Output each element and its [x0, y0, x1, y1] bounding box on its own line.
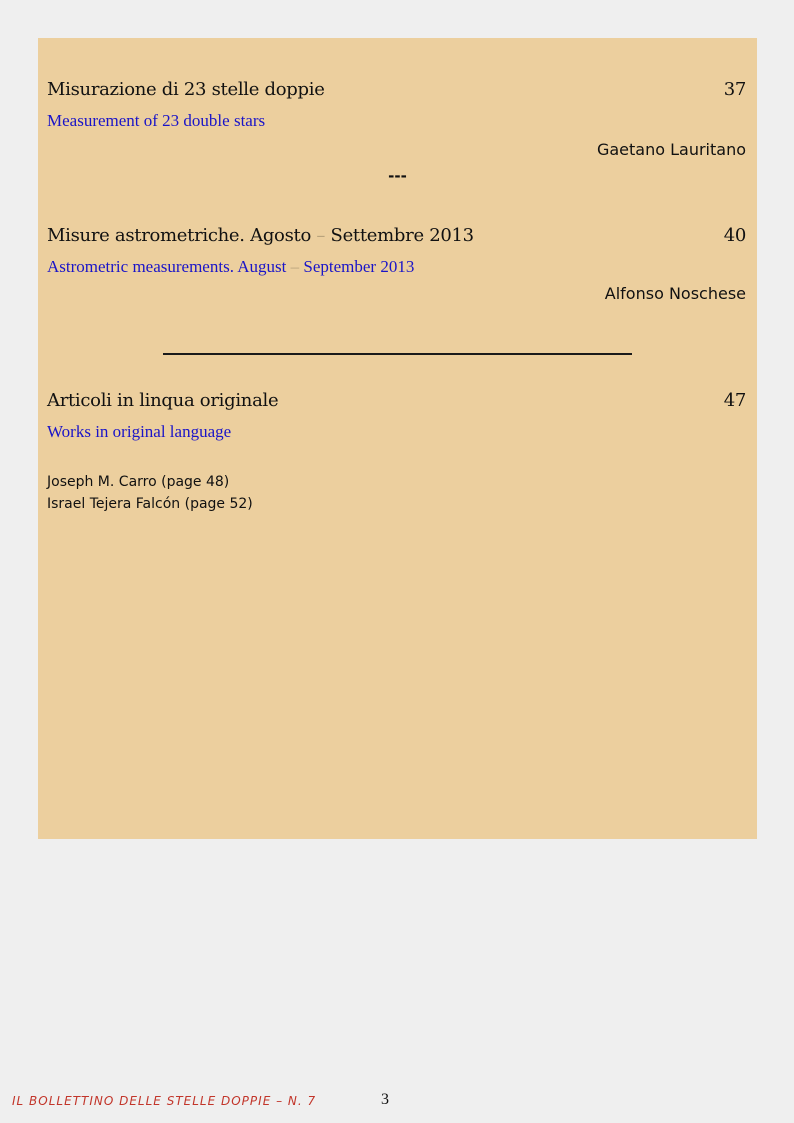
entry-title [47, 225, 474, 246]
entry-subtitle-dash: – [290, 257, 300, 276]
entry-title: Misurazione di 23 stelle doppie [47, 79, 325, 100]
entry-title-part: Settembre 2013 [325, 225, 474, 246]
original-work-item: Israel Tejera Falcón (page 52) [47, 496, 253, 512]
entry-subtitle: Works in original language [47, 422, 232, 441]
original-work-item: Joseph M. Carro (page 48) [47, 474, 230, 490]
entry-subtitle-part: Astrometric measurements. August [47, 257, 291, 276]
entry-title: Articoli in linqua originale [47, 390, 279, 411]
entry-title-part: Misure astrometriche. Agosto [47, 225, 317, 246]
contents-panel [38, 38, 757, 839]
entry-subtitle: Measurement of 23 double stars [47, 111, 266, 130]
footer-page-number: 3 [381, 1091, 389, 1108]
footer-publication-title: IL BOLLETTINO DELLE STELLE DOPPIE – N. 7 [12, 1094, 317, 1108]
entry-page-number: 47 [723, 390, 746, 411]
section-divider [163, 353, 632, 355]
entry-subtitle [47, 257, 414, 277]
entry-author: Alfonso Noschese [604, 284, 746, 303]
entry-page-number: 37 [723, 79, 746, 100]
entry-title-dash: – [316, 225, 326, 246]
entry-subtitle-part: September 2013 [299, 257, 415, 276]
entry-author: Gaetano Lauritano [596, 140, 746, 159]
entry-separator: --- [388, 167, 407, 185]
entry-page-number: 40 [723, 225, 746, 246]
